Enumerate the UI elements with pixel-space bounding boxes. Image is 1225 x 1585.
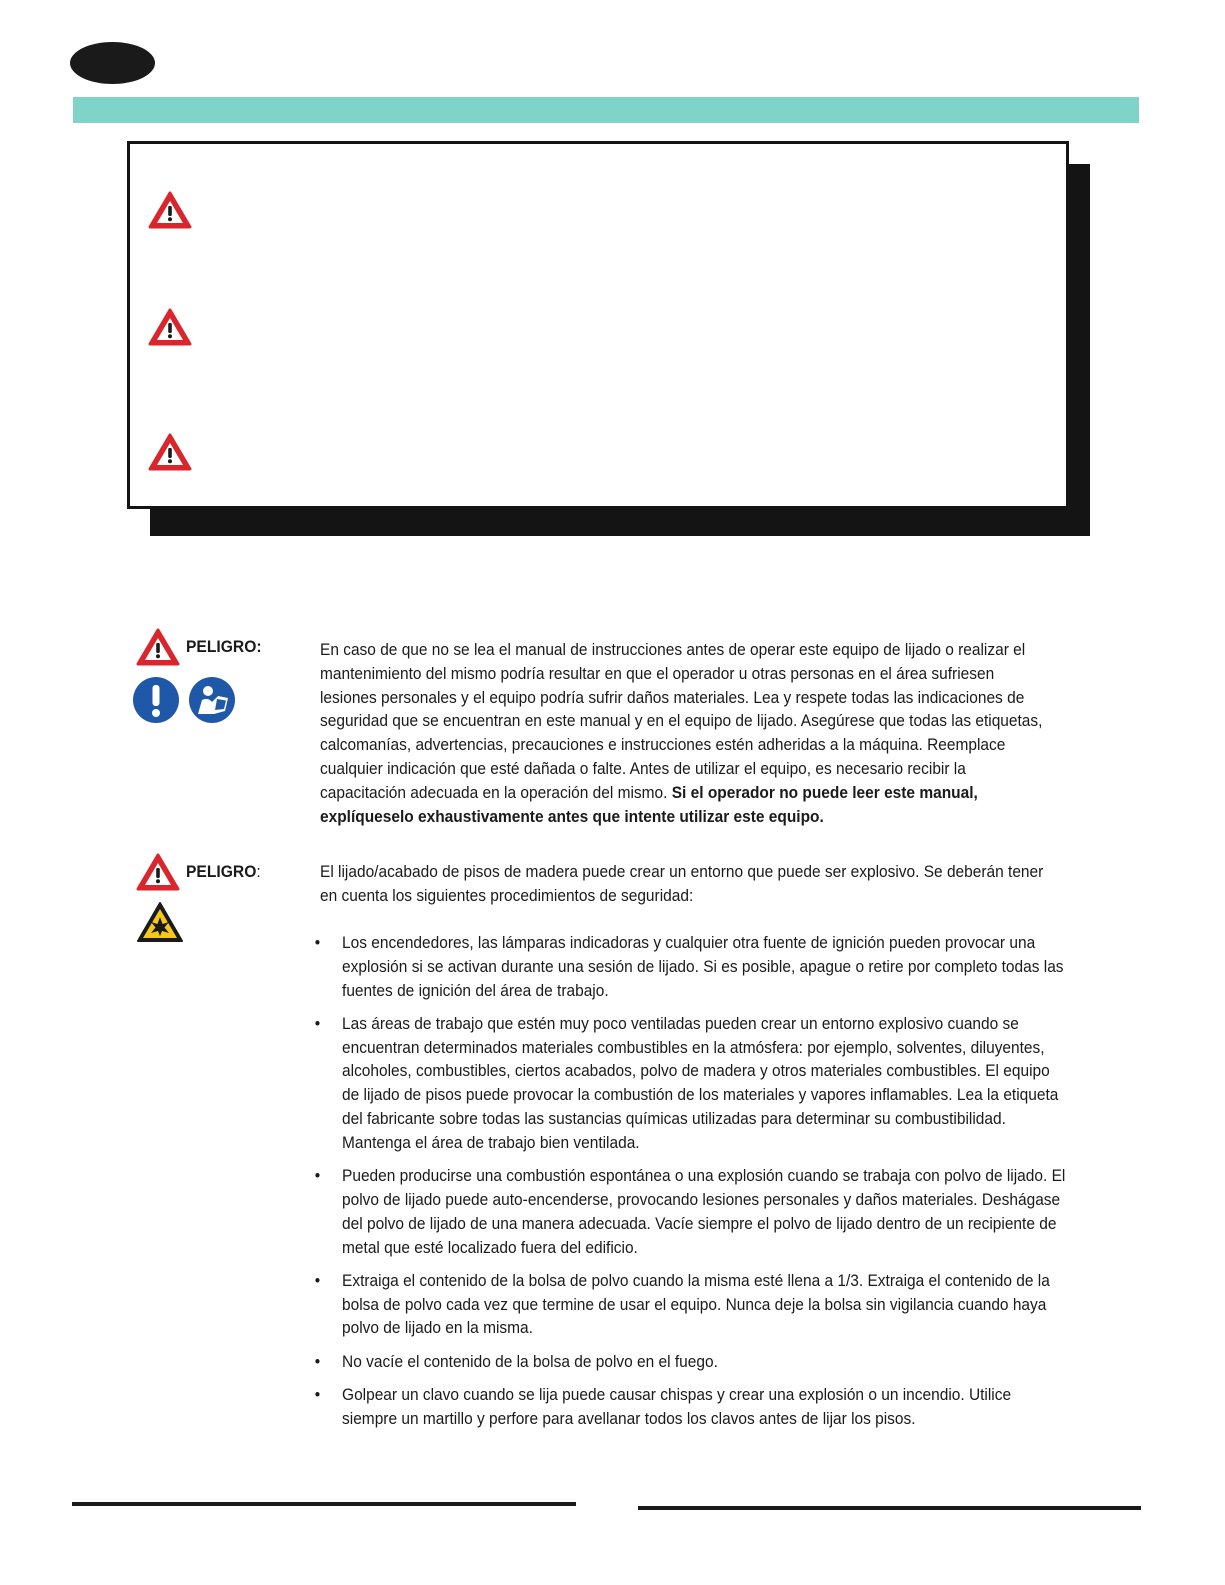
page-number-tab	[70, 42, 155, 84]
warning-triangle-icon	[136, 853, 180, 891]
footer-rule-right	[638, 1506, 1141, 1510]
list-item: • Las áreas de trabajo que estén muy poco ventiladas pueden crear un entorno explosivo cuando se encuentran determinados materiales combustibles en la atmósfera: por ejemplo, solventes, diluyentes, alcoholes, combustibles, ciertos acabados, polvo de madera y otros materiales combustibles. El equipo de lijado de pisos puede provocar la combustión de los materiales y vapores inflamables. Lea la etiqueta del fabricante sobre todas las sustancias químicas utilizadas para determinar su combustibilidad. Mantenga el área de trabajo bien ventilada.	[314, 1013, 1059, 1152]
list-item: • Pueden producirse una combustión espontánea o una explosión cuando se trabaja con polvo de lijado. El polvo de lijado puede auto-encenderse, provocando lesiones personales y daños materiales. Deshágase del polvo de lijado de una manera adecuada. Vacíe siempre el polvo de lijado dentro de un recipiente de metal que esté localizado fuera del edificio.	[314, 1166, 1066, 1257]
footer-rule-left	[72, 1502, 576, 1506]
warning-triangle-icon	[148, 191, 192, 229]
section-icons	[136, 628, 306, 724]
warning-triangle-icon	[136, 628, 180, 666]
section-icons	[136, 853, 306, 943]
manual-warning-emphasis: Si el operador no puede leer este manual, explíqueselo exhaustivamente antes que intente utilizar este equipo.	[320, 782, 978, 826]
warning-box	[127, 141, 1069, 509]
list-item: • Extraiga el contenido de la bolsa de polvo cuando la misma esté llena a 1/3. Extraiga el contenido de la bolsa de polvo cada vez que termine de usar el equipo. Nunca deje la bolsa sin vigilancia cuando haya polvo de lijado en la misma.	[314, 1270, 1050, 1338]
explosion-hazard-icon	[136, 901, 184, 943]
list-item: • Golpear un clavo cuando se lija puede causar chispas y crear una explosión o un incendio. Utilice siempre un martillo y perfore para avellanar todos los clavos antes de lijar los pisos.	[314, 1385, 1012, 1428]
explosion-intro-text: El lijado/acabado de pisos de madera puede crear un entorno que puede ser explosivo. Se deberán tener en cuenta los siguientes procedimientos de seguridad:	[320, 862, 1044, 905]
read-manual-icon	[188, 676, 236, 724]
list-item: • No vacíe el contenido de la bolsa de polvo en el fuego.	[314, 1351, 718, 1371]
danger-label: PELIGRO:	[186, 862, 261, 881]
warning-triangle-icon	[148, 433, 192, 471]
manual-warning-text: En caso de que no se lea el manual de instrucciones antes de operar este equipo de lijado o realizar el mantenimiento del mismo podría resultar en que el operador u otras personas en el área sufriesen lesiones personales y el equipo podría sufrir daños materiales. Lea y respete todas las indicaciones de seguridad que se encuentran en este manual y en el equipo de lijado. Asegúrese que todas las etiquetas, calcomanías, advertencias, precauciones e instrucciones estén adheridas a la máquina. Reemplace cualquier indicación que esté dañada o falte. Antes de utilizar el equipo, es necesario recibir la capacitación adecuada en la operación del mismo. Si el operador no puede leer este manual, explíqueselo exhaustivamente antes que intente utilizar este equipo.	[320, 640, 1043, 826]
mandatory-exclamation-icon	[132, 676, 180, 724]
header-bar	[73, 97, 1139, 123]
danger-label: PELIGRO:	[186, 637, 262, 656]
warning-triangle-icon	[148, 308, 192, 346]
list-item: • Los encendedores, las lámparas indicadoras y cualquier otra fuente de ignición pueden provocar una explosión si se activan durante una sesión de lijado. Si es posible, apague o retire por completo todas las fuentes de ignición del área de trabajo.	[314, 933, 1064, 1000]
safety-procedures-list	[312, 931, 1067, 1440]
